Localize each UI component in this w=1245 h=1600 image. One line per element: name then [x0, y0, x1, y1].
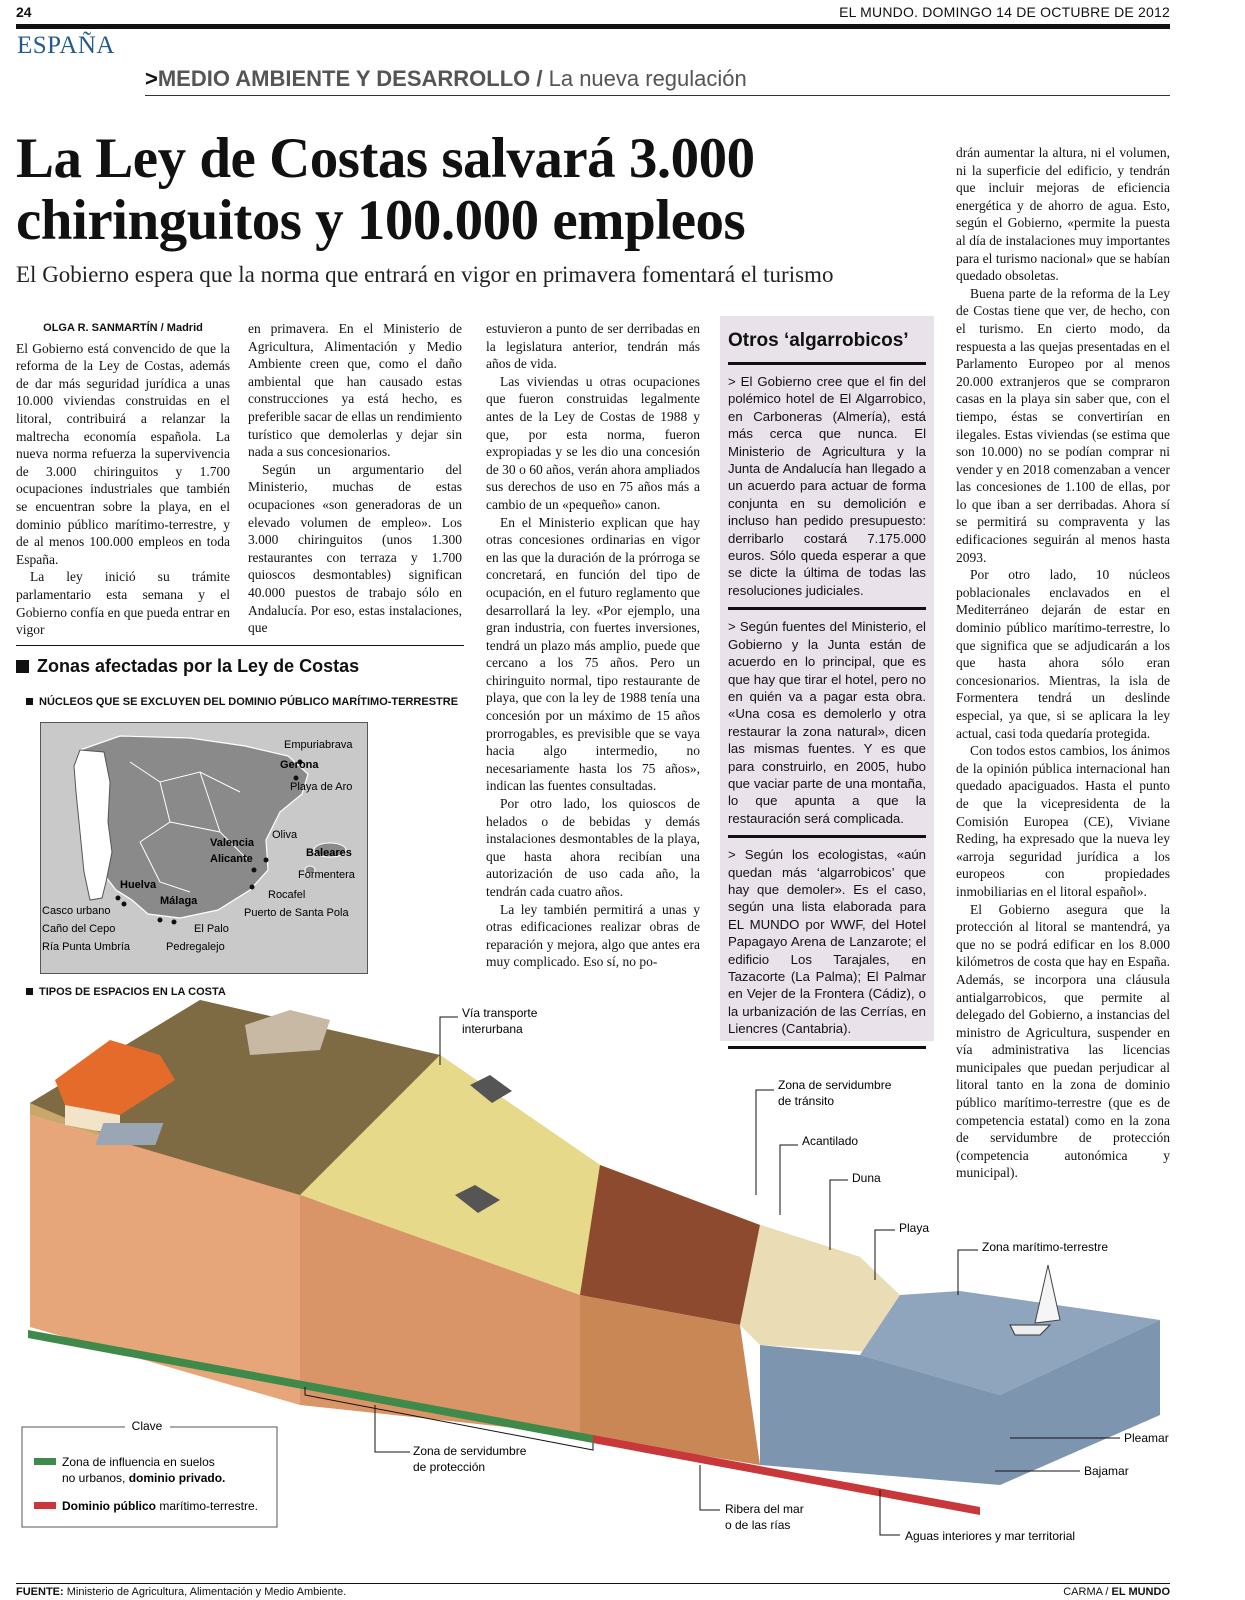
leader-line [780, 1145, 798, 1215]
square-bullet-icon [16, 660, 29, 673]
source-label: FUENTE: [16, 1586, 64, 1598]
legend-title: Clave [131, 1419, 163, 1433]
diagram-label: Ribera del mar [725, 1502, 804, 1516]
diagram-label: Zona marítimo-terrestre [982, 1240, 1109, 1254]
article-column-2 [248, 320, 462, 637]
legend-swatch-green [34, 1458, 56, 1465]
legend-label-bold: Dominio público [62, 1499, 156, 1513]
diagram-label: o de las rías [725, 1518, 791, 1532]
map-label: El Palo [194, 923, 229, 935]
legend [22, 1419, 277, 1527]
diagram-label: de protección [413, 1460, 486, 1474]
paragraph: drán aumentar la altura, ni el volumen, ni la superficie del edificio, y tendrán que incluir mejoras de eficiencia energética y de ahorro de agua. Esto, según el Gobierno, «permite la puesta al día de instalaciones muy importantes para el turismo nacional» que se habían quedado obsoletas. [956, 145, 1170, 284]
boat-sail [1035, 1265, 1060, 1323]
diagram-label: Zona de servidumbre [778, 1078, 892, 1092]
diagram-label: Pleamar [1124, 1431, 1169, 1445]
diagram-label: Vía transporte [462, 1006, 538, 1020]
credit-author: CARMA / [1063, 1586, 1112, 1598]
marker [294, 776, 299, 781]
section-name: ESPAÑA [17, 32, 115, 59]
paragraph: Por otro lado, los quioscos de helados o de bebidas y demás instalaciones desmontables de la playa, que hasta ahora recibían una autorización de uso cada año, la tendrán cada cuatro años. [486, 796, 700, 899]
map-label: Ría Punta Umbría [42, 941, 131, 953]
map-label: Málaga [160, 895, 198, 907]
legend-label [62, 1471, 225, 1485]
marker [158, 918, 163, 923]
paragraph: La ley inició su trámite parlamentario esta semana y el Gobierno confía en que pueda entrar en vigor [16, 569, 230, 638]
paragraph: Según un argumentario del Ministerio, muchas de estas ocupaciones «son generadoras de un elevado volumen de empleo». Los 3.000 chiringuitos (unos 1.300 restaurantes con terraza y 1.700 quioscos desmontables) significan 40.000 puestos de trabajo sólo en Andalucía. Por eso, estas instalaciones, que [248, 461, 462, 636]
legend-label: Zona de influencia en suelos [62, 1455, 215, 1469]
paragraph: El Gobierno está convencido de que la reforma de la Ley de Costas, además de dar más seguridad jurídica a unas 10.000 viviendas construidas en el litoral, contribuirá a relanzar la maltrecha economía española. La nueva norma refuerza la supervivencia de 3.000 chiringuitos y 1.700 ocupaciones industriales que también se encuentran sobre la playa, en el dominio público marítimo-terrestre, y de al menos 100.000 empleos en toda España. [16, 340, 230, 567]
map-label: Oliva [272, 829, 298, 841]
sidebar-divider [728, 362, 926, 365]
sidebar-divider [728, 835, 926, 838]
graphic-title-text: Zonas afectadas por la Ley de Costas [37, 656, 360, 676]
legend-label [62, 1499, 258, 1513]
sidebar-divider [728, 607, 926, 610]
map-label: Baleares [306, 847, 352, 859]
marker [122, 902, 127, 907]
headline: La Ley de Costas salvará 3.000 chiringuitos y 100.000 empleos [16, 127, 755, 252]
masthead-rule [16, 24, 1170, 29]
map-label: Alicante [210, 853, 253, 865]
marker [250, 885, 255, 890]
kicker-rule [145, 95, 1170, 96]
diagram-label: Acantilado [802, 1134, 859, 1148]
paragraph: Las viviendas u otras ocupaciones que fueron construidas legalmente antes de la Ley de Costas de 1988 y que, por esta norma, fueron expropiadas y se les dio una concesión de 30 o 60 años, verán ahora ampliados sus derechos de uso en 75 años más a cambio de un «pequeño» canon. [486, 373, 700, 512]
paragraph: La ley también permitirá a unas y otras edificaciones realizar obras de reparación y mejora, algo que antes era muy complicado. Eso sí, no po- [486, 901, 700, 970]
leader-line [958, 1250, 978, 1295]
footer-rule [16, 1583, 1170, 1584]
diagram-subtitle-text: TIPOS DE ESPACIOS EN LA COSTA [39, 986, 226, 998]
map-label: Caño del Cepo [42, 923, 116, 935]
sidebar-item: > Según los ecologistas, «aún quedan más ‘algarrobicos’ que hay que demoler». Es el caso, según una lista elaborada para EL MUNDO por WWF, del Hotel Papagayo Arena de Lanzarote; el edificio Los Tarajales, en Tazacorte (La Palma); El Palmar en Vejer de la Frontera (Cádiz), o la urbanización de las Cerrías, en Liencres (Cantabria). [728, 847, 926, 1037]
sidebar-box [720, 316, 934, 1041]
legend-swatch-red [34, 1502, 56, 1509]
paragraph: estuvieron a punto de ser derribadas en la legislatura anterior, tendrán más años de vida. [486, 321, 700, 372]
kicker-arrow: > [145, 66, 158, 91]
footer [16, 1586, 1170, 1598]
credit [1063, 1586, 1170, 1598]
paragraph: Buena parte de la reforma de la Ley de Costas tiene que ver, de hecho, con el turismo. En cierto modo, da respuesta a las quejas presentadas en el Parlamento Europeo por al menos 20.000 extranjeros que se compraron casas en la playa sin saber que, con el tiempo, éstas se convertirían en ilegales. Estas viviendas (se estima que son 10.000) no se podían comprar ni vender y en 2018 comenzaban a vencer las concesiones de 1.100 de ellas, por lo que iban a ser derribadas. Ahora sí se permitirá su compraventa y las edificaciones seguirán al menos hasta 2093. [956, 285, 1170, 565]
paragraph: En el Ministerio explican que hay otras concesiones ordinarias en vigor en las que la duración de la prórroga se concretará, en función del tipo de ocupación, en el futuro reglamento que desarrollará la ley. «Por ejemplo, una gran industria, con fuertes inversiones, tendrá un plazo más amplio, puede que cercano a los 75 años. Pero un chiringuito normal, tipo restaurante de playa, que con la ley de 1988 tenía una concesión por un máximo de 15 años prorrogables, es previsible que se vaya hacia algo intermedio, no necesariamente hasta los 75 años», indican las fuentes consultadas. [486, 514, 700, 794]
article-column-1 [16, 320, 230, 639]
map-label: Huelva [120, 879, 157, 891]
kicker-sub: La nueva regulación [548, 66, 747, 91]
map-label: Puerto de Santa Pola [244, 907, 349, 919]
diagram-label: Zona de servidumbre [413, 1444, 527, 1458]
map-label: Empuriabrava [284, 739, 353, 751]
marker [116, 896, 121, 901]
spain-map [40, 722, 368, 974]
masthead [16, 4, 1170, 26]
sidebar-item: > El Gobierno cree que el fin del polémico hotel de El Algarrobico, en Carboneras (Almería), está más cerca que nunca. El Ministerio de Agricultura y la Junta de Andalucía han llegado a un acuerdo para actuar de forma conjunta en su demolición e incluso han pedido presupuesto: derribarlo costará 7.175.000 euros. Sólo queda esperar a que se dicte la última de todas las resoluciones judiciales. [728, 374, 926, 598]
graphic-title [16, 656, 359, 677]
source-text: Ministerio de Agricultura, Alimentación y Medio Ambiente. [63, 1586, 347, 1598]
map-subtitle [26, 696, 458, 708]
map-label: Rocafel [268, 889, 306, 901]
sidebar-item: > Según fuentes del Ministerio, el Gobierno y la Junta están de acuerdo en lo principal, que es que hay que tirar el hotel, pero no en quién va a pagar esta obra. «Una cosa es demolerlo y otra restaurar la zona natural», dicen las mismas fuentes. Y es que para construirlo, en 2005, hubo que vaciar parte de una montaña, lo que apunta a que la restauración será complicada. [728, 619, 926, 826]
kicker-main: MEDIO AMBIENTE Y DESARROLLO [157, 66, 531, 91]
square-bullet-icon [26, 988, 33, 995]
leader-line [875, 1230, 895, 1280]
page-number: 24 [16, 4, 32, 20]
map-label: Valencia [210, 837, 255, 849]
map-label: Playa de Aro [290, 781, 353, 793]
diagram-label: Playa [899, 1221, 930, 1235]
kicker [145, 66, 747, 92]
map-label: Formentera [298, 869, 355, 881]
sidebar-title: Otros ‘algarrobicos’ [728, 330, 909, 351]
map-label: Casco urbano [42, 905, 111, 917]
leader-line [830, 1180, 848, 1250]
byline: OLGA R. SANMARTÍN / Madrid [43, 322, 203, 334]
map-subtitle-text: NÚCLEOS QUE SE EXCLUYEN DEL DOMINIO PÚBLICO MARÍTIMO-TERRESTRE [39, 696, 459, 708]
marker [264, 858, 269, 863]
diagram-label: de tránsito [778, 1094, 835, 1108]
marker [172, 920, 177, 925]
leader-line [756, 1090, 774, 1195]
diagram-label: Bajamar [1084, 1464, 1129, 1478]
credit-outlet: EL MUNDO [1111, 1586, 1170, 1598]
square-bullet-icon [26, 698, 33, 705]
paragraph: El Gobierno asegura que la protección al litoral se mantendrá, ya que no se podrá edificar en los 8.000 kilómetros de costa que hay en España. Además, se incorpora una cláusula antialgarrobicos, que permite al delegado del Gobierno, a instancias del ministro de Agricultura, suspender en vía administrativa las licencias municipales que puedan perjudicar al litoral tanto en la zona de dominio público marítimo-terrestre (que es de competencia estatal) como en la zona de servidumbre de protección (competencia autonómica y municipal). [956, 901, 1170, 1181]
paragraph: en primavera. En el Ministerio de Agricultura, Alimentación y Medio Ambiente creen que, como el daño ambiental que han causado estas construcciones ya está hecho, es preferible sacar de ellas un rendimiento turístico que demolerlas y dejar sin nada a sus concesionarios. [248, 321, 462, 460]
coast-diagram [0, 995, 1245, 1580]
leader-line [700, 1465, 720, 1510]
deck: El Gobierno espera que la norma que entrará en vigor en primavera fomentará el turismo [16, 262, 834, 287]
paragraph: Con todos estos cambios, los ánimos de la opinión pública internacional han quedado apaciguados. Hasta el punto de que la vicepresidenta de la Comisión Europea (CE), Viviane Reding, ha expresado que la nueva ley «arroja seguridad jurídica a los europeos con propiedades inmobiliarias en el litoral español». [956, 743, 1170, 899]
kicker-separator: / [530, 66, 549, 91]
paragraph: Por otro lado, 10 núcleos poblacionales enclavados en el Mediterráneo dejarán de estar en dominio público marítimo-terrestre, lo que significa que se adjudicarán a los que hasta ahora sólo eran concesionarios. Mientras, la isla de Formentera tendrá un deslinde especial, ya que, si se aplicara la ley actual, casi toda quedaría protegida. [956, 567, 1170, 741]
legend-label-part: no urbanos, [62, 1471, 129, 1485]
diagram-label: interurbana [462, 1022, 523, 1036]
article-column-3 [486, 320, 700, 971]
pool [95, 1123, 163, 1145]
legend-label-part: marítimo-terrestre. [156, 1499, 259, 1513]
diagram-label: Duna [852, 1171, 881, 1185]
legend-label-bold: dominio privado. [128, 1471, 226, 1485]
map-label: Pedregalejo [166, 941, 225, 953]
graphic-rule [16, 645, 464, 646]
marker [252, 868, 257, 873]
diagram-label: Aguas interiores y mar territorial [905, 1529, 1076, 1543]
map-label: Gerona [280, 759, 319, 771]
dateline: EL MUNDO. DOMINGO 14 DE OCTUBRE DE 2012 [839, 4, 1170, 20]
